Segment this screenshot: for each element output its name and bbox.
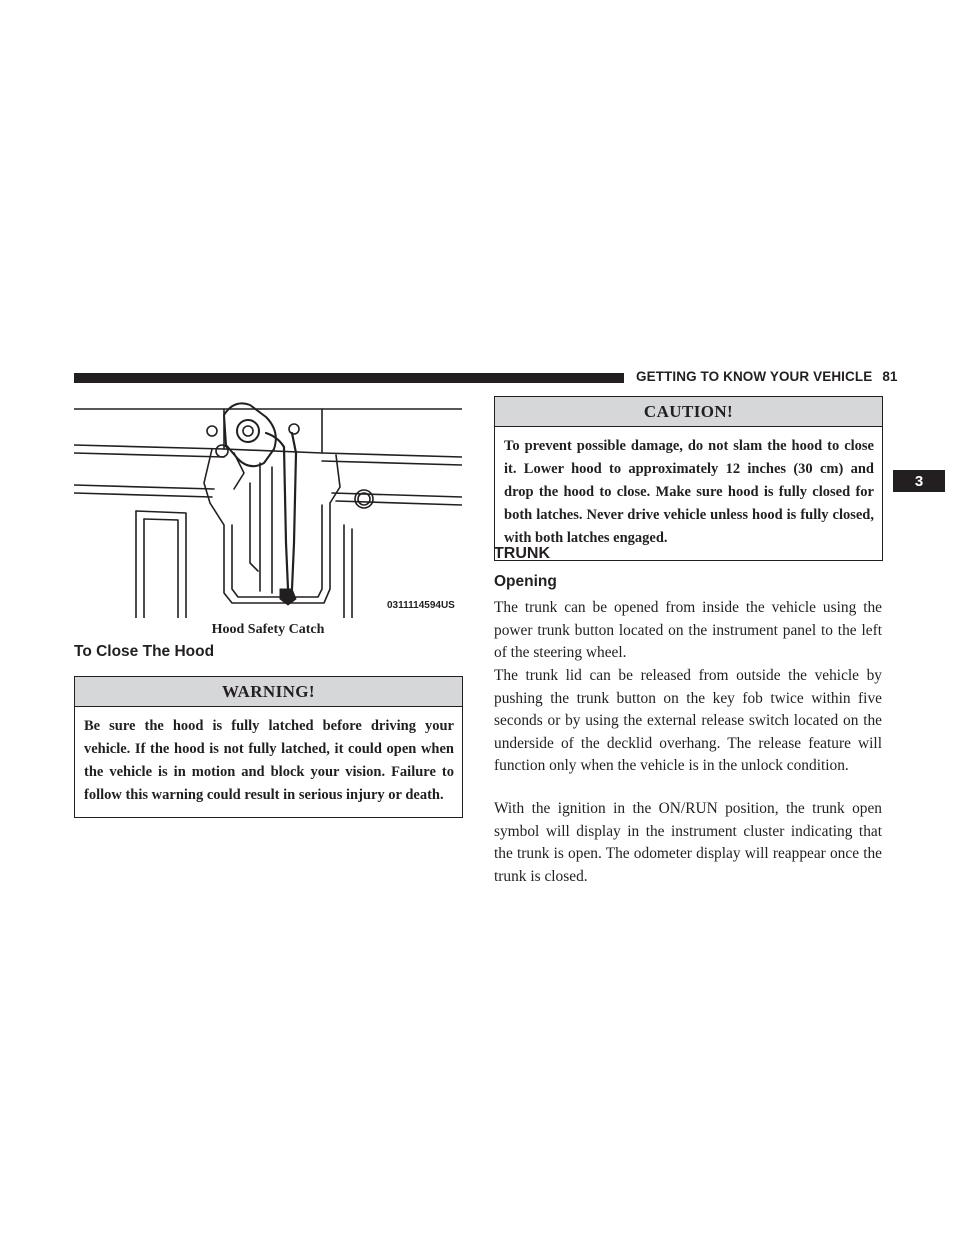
trunk-paragraph-3: With the ignition in the ON/RUN position, the trunk open symbol will display in the instrument cluster indicating that the trunk is open. The odometer display will reappear once the trunk is closed. [494, 800, 882, 885]
opening-subheading: Opening [494, 573, 557, 590]
caution-title: CAUTION! [495, 397, 882, 427]
close-hood-heading: To Close The Hood [74, 643, 215, 660]
warning-text: Be sure the hood is fully latched before driving your vehicle. If the hood is not fully latched, it could open when the vehicle is in motion and block your vision. Failure to follow this warning could result in serious injury or death. [84, 718, 454, 803]
chapter-tab: 3 [893, 470, 945, 492]
trunk-heading: TRUNK [494, 545, 550, 562]
caution-box [494, 396, 883, 561]
trunk-paragraph-2: The trunk lid can be released from outside the vehicle by pushing the trunk button on the key fob twice within five seconds or by using the external release switch located on the underside of the decklid overhang. The release feature will function only when the vehicle is in the unlock condition. [494, 667, 882, 774]
figure-caption: Hood Safety Catch [211, 622, 325, 637]
page-number: 81 [882, 369, 898, 384]
warning-title: WARNING! [75, 677, 462, 707]
header-rule [74, 373, 624, 383]
warning-box [74, 676, 463, 818]
figure-code: 0311114594US [387, 600, 455, 611]
caution-text: To prevent possible damage, do not slam the hood to close it. Lower hood to approximately 12 inches (30 cm) and drop the hood to close. Make sure hood is fully closed for both latches. Never drive vehicle unless hood is fully closed, with both latches engaged. [504, 438, 874, 546]
hood-safety-catch-illustration [74, 393, 462, 618]
running-header [636, 369, 898, 384]
trunk-paragraph-1: The trunk can be opened from inside the vehicle using the power trunk button located on the instrument panel to the left of the steering wheel. [494, 599, 882, 661]
section-title: GETTING TO KNOW YOUR VEHICLE [636, 369, 873, 384]
